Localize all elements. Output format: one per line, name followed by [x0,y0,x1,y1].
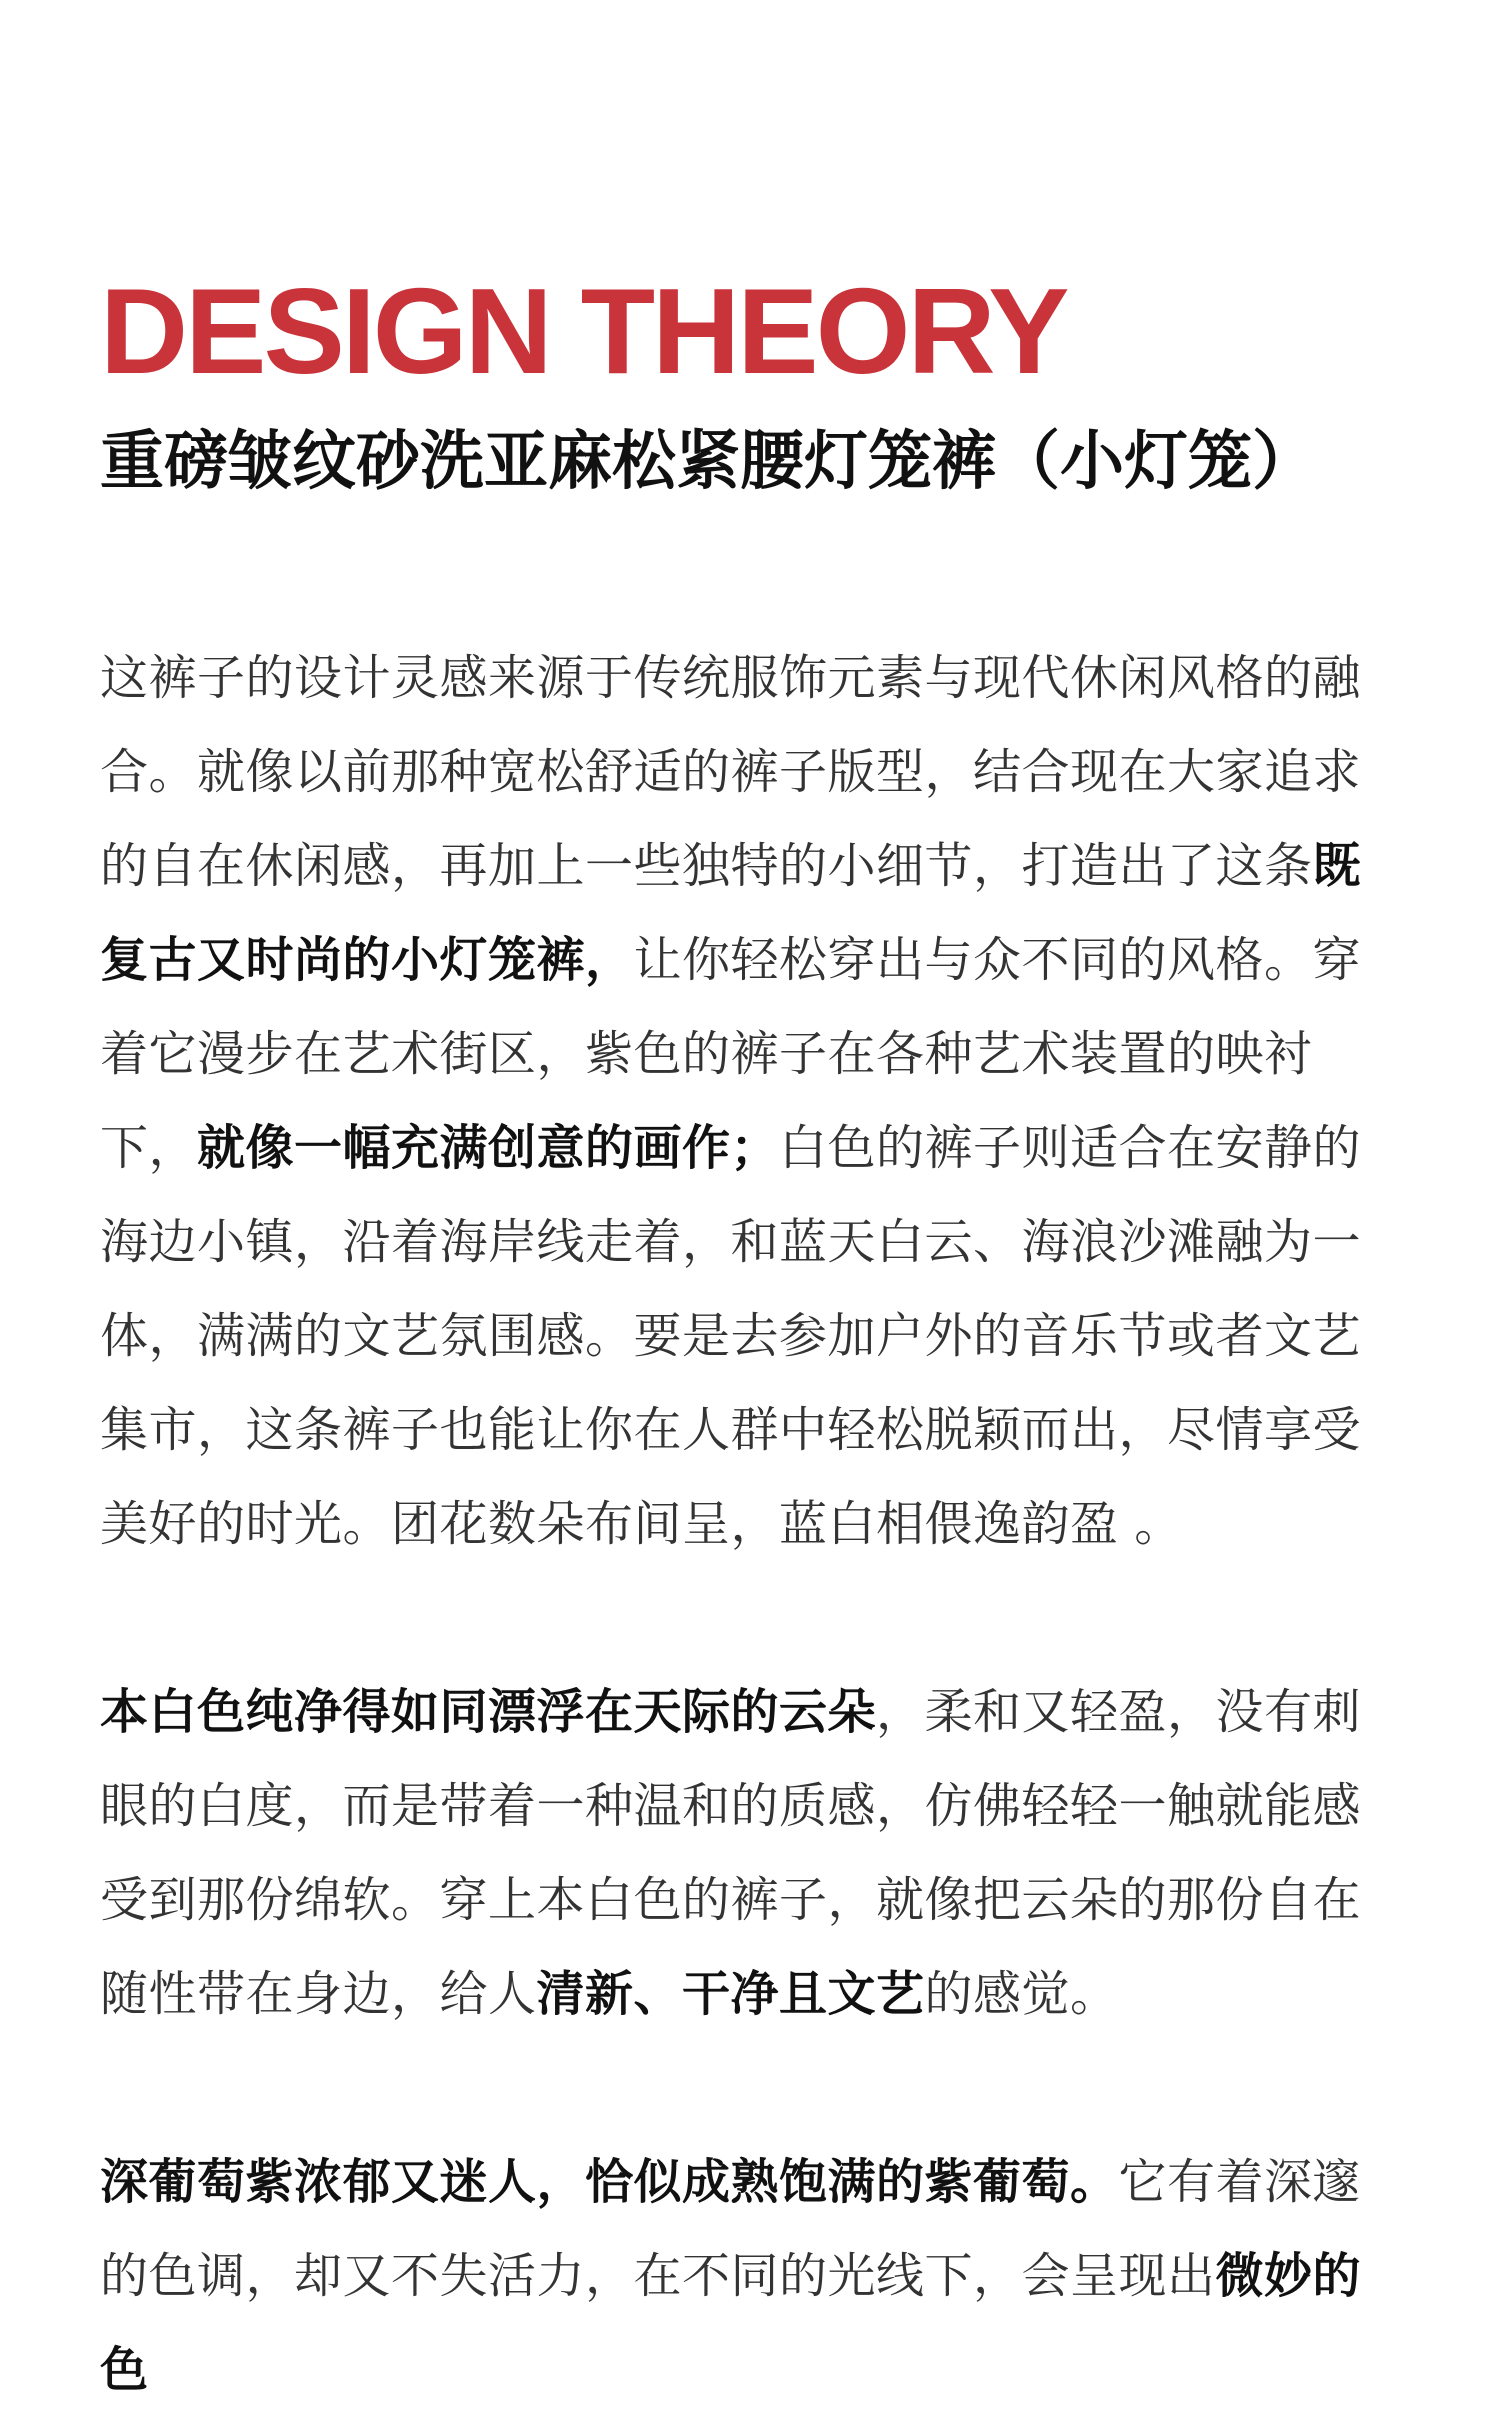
paragraph-deep-grape-purple [100,2135,1404,2417]
text-segment-emphasis: 就像一幅充满创意的画作； [197,1119,780,1176]
article-body [100,631,1404,2417]
text-segment: 它有着深邃的色调，却又不失活力，在不同的光线下，会呈现出 [100,2153,1362,2304]
heading-english: DESIGN THEORY [100,263,1067,399]
paragraph-design-inspiration [100,631,1404,1571]
text-segment: 白色的裤子则适合在安静的海边小镇，沿着海岸线走着，和蓝天白云、海浪沙滩融为一体，满满的文艺氛围感。要是去参加户外的音乐节或者文艺集市，这条裤子也能让你在人群中轻松脱颖而出，尽情享受美好的时光。团花数朵布间呈，蓝白相偎逸韵盈 。 [100,1119,1362,1552]
text-segment-emphasis: 既复古又时尚的小灯笼裤， [100,837,1362,988]
text-segment-emphasis: 微妙的色 [100,2247,1362,2398]
text-segment: 的感觉。 [924,1965,1119,2022]
heading-chinese: 重磅皱纹砂洗亚麻松紧腰灯笼裤（小灯笼） [100,425,1316,499]
text-segment: 让你轻松穿出与众不同的风格。穿着它漫步在艺术街区，紫色的裤子在各种艺术装置的映衬下， [100,931,1362,1176]
text-segment: 这裤子的设计灵感来源于传统服饰元素与现代休闲风格的融合。就像以前那种宽松舒适的裤子版型，结合现在大家追求的自在休闲感，再加上一些独特的小细节，打造出了这条 [100,649,1362,894]
text-segment-emphasis: 深葡萄紫浓郁又迷人，恰似成熟饱满的紫葡萄。 [100,2153,1119,2210]
text-segment-emphasis: 清新、干净且文艺 [536,1965,925,2022]
paragraph-off-white [100,1665,1404,2041]
text-segment-emphasis: 本白色纯净得如同漂浮在天际的云朵 [100,1683,877,1740]
text-segment: ，柔和又轻盈，没有刺眼的白度，而是带着一种温和的质感，仿佛轻轻一触就能感受到那份绵软。穿上本白色的裤子，就像把云朵的那份自在随性带在身边，给人 [100,1683,1362,2022]
